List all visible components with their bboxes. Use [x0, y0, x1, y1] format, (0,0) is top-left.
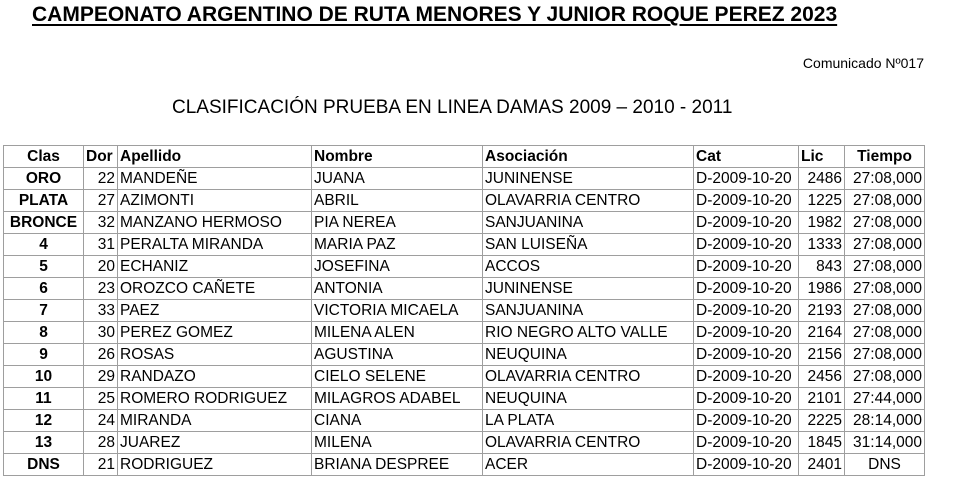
cell-cat: D-2009-10-20	[694, 432, 799, 454]
cell-lic: 1333	[799, 234, 845, 256]
cell-clas: BRONCE	[4, 212, 84, 234]
cell-dor: 28	[84, 432, 118, 454]
cell-dor: 26	[84, 344, 118, 366]
cell-clas: 7	[4, 300, 84, 322]
cell-cat: D-2009-10-20	[694, 234, 799, 256]
cell-nombre: MILENA ALEN	[312, 322, 483, 344]
cell-dor: 24	[84, 410, 118, 432]
cell-apellido: PERALTA MIRANDA	[118, 234, 312, 256]
column-header-asociacion: Asociación	[483, 146, 694, 168]
cell-apellido: ROMERO RODRIGUEZ	[118, 388, 312, 410]
cell-tiempo: 27:08,000	[845, 234, 925, 256]
cell-asociacion: JUNINENSE	[483, 278, 694, 300]
table-row	[4, 256, 925, 278]
cell-apellido: OROZCO CAÑETE	[118, 278, 312, 300]
cell-lic: 2225	[799, 410, 845, 432]
cell-dor: 29	[84, 366, 118, 388]
cell-cat: D-2009-10-20	[694, 410, 799, 432]
cell-apellido: ROSAS	[118, 344, 312, 366]
cell-nombre: VICTORIA MICAELA	[312, 300, 483, 322]
column-header-tiempo: Tiempo	[845, 146, 925, 168]
cell-cat: D-2009-10-20	[694, 322, 799, 344]
cell-clas: 6	[4, 278, 84, 300]
cell-asociacion: SANJUANINA	[483, 212, 694, 234]
table-header-row	[4, 146, 925, 168]
cell-dor: 31	[84, 234, 118, 256]
cell-cat: D-2009-10-20	[694, 256, 799, 278]
cell-apellido: MANZANO HERMOSO	[118, 212, 312, 234]
cell-asociacion: ACCOS	[483, 256, 694, 278]
table-row	[4, 366, 925, 388]
cell-dor: 23	[84, 278, 118, 300]
cell-lic: 2101	[799, 388, 845, 410]
cell-clas: 12	[4, 410, 84, 432]
cell-dor: 22	[84, 168, 118, 190]
results-body	[4, 168, 925, 476]
cell-lic: 2486	[799, 168, 845, 190]
cell-lic: 2456	[799, 366, 845, 388]
cell-apellido: PAEZ	[118, 300, 312, 322]
column-header-apellido: Apellido	[118, 146, 312, 168]
cell-cat: D-2009-10-20	[694, 388, 799, 410]
cell-nombre: JOSEFINA	[312, 256, 483, 278]
cell-cat: D-2009-10-20	[694, 454, 799, 476]
cell-clas: 4	[4, 234, 84, 256]
table-row	[4, 432, 925, 454]
column-header-nombre: Nombre	[312, 146, 483, 168]
cell-tiempo: 27:08,000	[845, 190, 925, 212]
cell-lic: 1225	[799, 190, 845, 212]
column-header-clas: Clas	[4, 146, 84, 168]
cell-lic: 1845	[799, 432, 845, 454]
communique-number: Comunicado Nº017	[802, 55, 924, 71]
cell-asociacion: NEUQUINA	[483, 388, 694, 410]
cell-apellido: ECHANIZ	[118, 256, 312, 278]
cell-lic: 2193	[799, 300, 845, 322]
cell-tiempo: DNS	[845, 454, 925, 476]
cell-clas: 9	[4, 344, 84, 366]
cell-nombre: BRIANA DESPREE	[312, 454, 483, 476]
cell-asociacion: OLAVARRIA CENTRO	[483, 432, 694, 454]
table-row	[4, 234, 925, 256]
cell-lic: 843	[799, 256, 845, 278]
cell-apellido: RANDAZO	[118, 366, 312, 388]
cell-apellido: RODRIGUEZ	[118, 454, 312, 476]
cell-apellido: MANDEÑE	[118, 168, 312, 190]
cell-clas: 8	[4, 322, 84, 344]
cell-asociacion: NEUQUINA	[483, 344, 694, 366]
cell-tiempo: 27:08,000	[845, 322, 925, 344]
cell-lic: 1982	[799, 212, 845, 234]
cell-cat: D-2009-10-20	[694, 212, 799, 234]
cell-nombre: CIANA	[312, 410, 483, 432]
cell-clas: 5	[4, 256, 84, 278]
cell-tiempo: 27:08,000	[845, 212, 925, 234]
cell-asociacion: SANJUANINA	[483, 300, 694, 322]
table-row	[4, 278, 925, 300]
page-title: CAMPEONATO ARGENTINO DE RUTA MENORES Y JUNIOR ROQUE PEREZ 2023	[32, 3, 838, 26]
table-row	[4, 454, 925, 476]
cell-cat: D-2009-10-20	[694, 300, 799, 322]
table-row	[4, 212, 925, 234]
cell-cat: D-2009-10-20	[694, 190, 799, 212]
cell-nombre: PIA NEREA	[312, 212, 483, 234]
results-table	[3, 145, 925, 476]
cell-apellido: MIRANDA	[118, 410, 312, 432]
table-row	[4, 410, 925, 432]
cell-tiempo: 27:08,000	[845, 256, 925, 278]
cell-nombre: JUANA	[312, 168, 483, 190]
cell-lic: 2164	[799, 322, 845, 344]
cell-asociacion: RIO NEGRO ALTO VALLE	[483, 322, 694, 344]
cell-asociacion: OLAVARRIA CENTRO	[483, 366, 694, 388]
cell-dor: 27	[84, 190, 118, 212]
cell-lic: 1986	[799, 278, 845, 300]
cell-tiempo: 27:44,000	[845, 388, 925, 410]
cell-clas: 13	[4, 432, 84, 454]
column-header-dor: Dor	[84, 146, 118, 168]
column-header-lic: Lic	[799, 146, 845, 168]
cell-asociacion: ACER	[483, 454, 694, 476]
cell-dor: 25	[84, 388, 118, 410]
cell-nombre: MILAGROS ADABEL	[312, 388, 483, 410]
cell-tiempo: 28:14,000	[845, 410, 925, 432]
cell-nombre: ANTONIA	[312, 278, 483, 300]
cell-asociacion: LA PLATA	[483, 410, 694, 432]
cell-apellido: AZIMONTI	[118, 190, 312, 212]
table-row	[4, 300, 925, 322]
cell-cat: D-2009-10-20	[694, 344, 799, 366]
cell-nombre: MILENA	[312, 432, 483, 454]
cell-cat: D-2009-10-20	[694, 168, 799, 190]
cell-asociacion: OLAVARRIA CENTRO	[483, 190, 694, 212]
cell-clas: 11	[4, 388, 84, 410]
cell-asociacion: JUNINENSE	[483, 168, 694, 190]
cell-asociacion: SAN LUISEÑA	[483, 234, 694, 256]
cell-cat: D-2009-10-20	[694, 278, 799, 300]
cell-nombre: ABRIL	[312, 190, 483, 212]
cell-clas: PLATA	[4, 190, 84, 212]
cell-lic: 2156	[799, 344, 845, 366]
cell-dor: 20	[84, 256, 118, 278]
cell-lic: 2401	[799, 454, 845, 476]
cell-clas: 10	[4, 366, 84, 388]
cell-cat: D-2009-10-20	[694, 366, 799, 388]
cell-tiempo: 27:08,000	[845, 278, 925, 300]
cell-dor: 33	[84, 300, 118, 322]
table-row	[4, 322, 925, 344]
cell-clas: DNS	[4, 454, 84, 476]
cell-apellido: PEREZ GOMEZ	[118, 322, 312, 344]
cell-dor: 30	[84, 322, 118, 344]
cell-tiempo: 27:08,000	[845, 168, 925, 190]
cell-tiempo: 31:14,000	[845, 432, 925, 454]
table-row	[4, 388, 925, 410]
cell-tiempo: 27:08,000	[845, 300, 925, 322]
table-row	[4, 344, 925, 366]
cell-dor: 32	[84, 212, 118, 234]
cell-apellido: JUAREZ	[118, 432, 312, 454]
cell-nombre: CIELO SELENE	[312, 366, 483, 388]
cell-tiempo: 27:08,000	[845, 366, 925, 388]
cell-clas: ORO	[4, 168, 84, 190]
table-row	[4, 190, 925, 212]
cell-nombre: MARIA PAZ	[312, 234, 483, 256]
cell-tiempo: 27:08,000	[845, 344, 925, 366]
classification-subtitle: CLASIFICACIÓN PRUEBA EN LINEA DAMAS 2009 – 2010 - 2011	[172, 97, 733, 118]
cell-nombre: AGUSTINA	[312, 344, 483, 366]
cell-dor: 21	[84, 454, 118, 476]
table-row	[4, 168, 925, 190]
column-header-cat: Cat	[694, 146, 799, 168]
